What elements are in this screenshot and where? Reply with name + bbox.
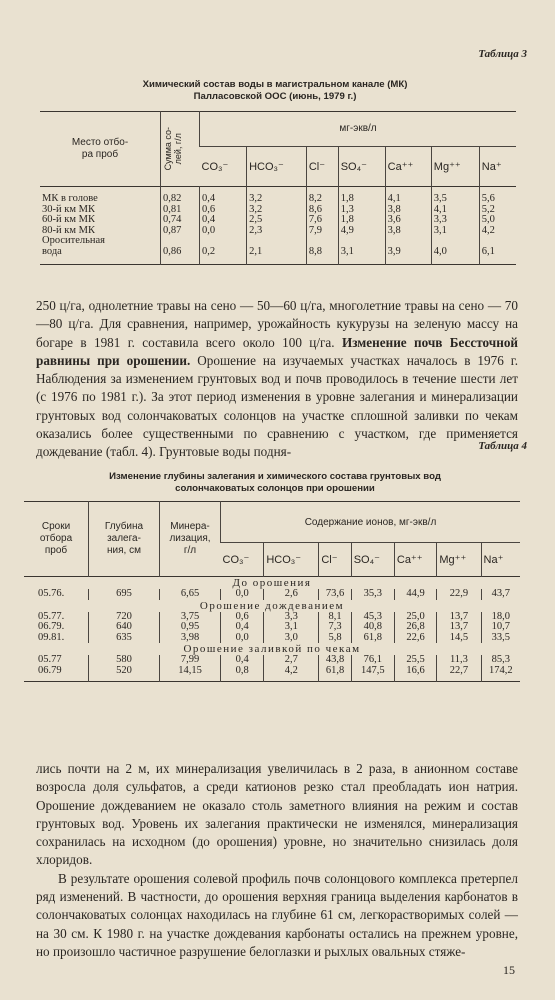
section-heading: Изменение почв Бессточной равнины при орошении. [36,334,519,368]
table4-cell: 13,7 [437,622,481,633]
table4-cell: 3,1 [264,622,319,633]
table4-cell: 13,7 [437,612,481,623]
table3 [40,111,516,265]
table4-section [24,577,520,590]
table4-ion-header: Ca⁺⁺ [394,543,436,577]
table3-label: Таблица 3 [478,48,527,60]
table3-cell: 5,6 [479,187,516,205]
table4-ion-header: Cl⁻ [319,543,351,577]
table4-cell: 2,6 [264,589,319,600]
table3-cell: 7,6 [306,215,338,226]
table4-section [24,600,520,612]
table4-cell: 2,7 [264,655,319,666]
table4-min: 14,15 [160,666,221,681]
table4-min: 3,75 [160,612,221,623]
table3-ion-header: CO₃⁻ [201,160,229,173]
table3-cell: 3,6 [385,215,431,226]
table3-sum: 0,87 [161,226,200,237]
table3-cell: 1,3 [338,205,385,216]
table3-cell: 4,9 [338,226,385,237]
table3-cell: 2,5 [247,215,307,226]
table-row [24,622,520,633]
table4-section-title: Орошение заливкой по чекам [183,643,361,656]
table4-depth: 580 [89,655,160,666]
table3-cell: 4,1 [385,187,431,205]
table4-cell: 174,2 [481,666,520,681]
table3-ion-header: SO₄⁻ [338,146,385,186]
table4-cell: 43,7 [481,589,520,600]
table4-cell: 16,6 [394,666,436,681]
table4-cell: 0,6 [221,612,264,623]
table3-cell: 0,6 [200,205,247,216]
table3-cell: 5,2 [479,205,516,216]
table4-min: 6,65 [160,589,221,600]
table3-cell: 4,1 [431,205,479,216]
table4-cell: 0,4 [221,655,264,666]
table4 [24,501,520,682]
table4-date: 09.81. [38,631,65,643]
table3-cell: 0,4 [200,187,247,205]
table3-cell: 3,1 [338,236,385,264]
table3-cell: 8,8 [306,236,338,264]
table3-col-unit: мг-экв/л [200,112,517,147]
table4-depth: 520 [89,666,160,681]
table4-section [24,643,520,655]
table4-cell: 3,3 [264,612,319,623]
table3-sum: 0,74 [161,215,200,226]
table4-date: 05.76. [38,588,65,599]
table4-cell: 73,6 [319,589,351,600]
table4-min: 0,95 [160,622,221,633]
table-row [24,655,520,666]
table4-cell: 0,0 [221,633,264,644]
table4-section-title: До орошения [232,577,312,589]
table4-ion-header: Mg⁺⁺ [437,543,481,577]
table4-cell: 7,3 [319,622,351,633]
table4-cell: 61,8 [351,633,394,644]
table4-cell: 147,5 [351,666,394,681]
table4-cell: 44,9 [394,589,436,600]
table3-cell: 3,1 [431,226,479,237]
table3-cell: 3,8 [385,226,431,237]
table3-ion-header: Cl⁻ [306,146,338,186]
table4-col-content: Содержание ионов, мг-экв/л [221,502,521,543]
table3-place: 60-й км МК [42,214,95,226]
table4-cell: 0,4 [221,622,264,633]
table4-cell: 8,1 [319,612,351,623]
table3-sum: 0,86 [161,236,200,264]
table4-cell: 10,7 [481,622,520,633]
table-row [40,187,516,205]
table3-ion-header: Na⁺ [479,146,516,186]
table3-ion-header: Mg⁺⁺ [431,146,479,186]
table4-cell: 22,9 [437,589,481,600]
table4-ion-header: CO₃⁻ [222,554,250,566]
table4-label: Таблица 4 [478,440,527,452]
paragraph-1: 250 ц/га, однолетние травы на сено — 50—60 ц/га, многолетние травы на сено — 70—80 ц/га. Для сравнения, например, урожайность кукурузы на зеленую массу на богаре в 1981 г. составила всего около 100 ц/га. Изменение почв Бессточной равнины при орошении. Орошение на изучаемых участках началось в 1976 г. Наблюдения за изменением грунтовых вод и почв проводилось в течение шести лет (с 1976 по 1981 г.). За этот период изменения в уровне залегания и минерализации грунтовых вод солончаковатых солонцов на участке сплошной заливки по чекам оказались более существенными по сравнению с участком, где применяется дождевание (табл. 4). Грунтовые воды подня- [36,298,519,460]
table3-cell: 8,6 [306,205,338,216]
table3-cell: 1,8 [338,187,385,205]
table4-cell: 26,8 [394,622,436,633]
table4-cell: 85,3 [481,655,520,666]
table4-depth: 695 [89,589,160,600]
table3-cell: 2,3 [247,226,307,237]
table4-cell: 25,5 [394,655,436,666]
table4-cell: 22,7 [437,666,481,681]
table3-place: 30-й км МК [42,203,95,215]
table4-min: 3,98 [160,633,221,644]
table3-cell: 1,8 [338,215,385,226]
table-row [24,589,520,600]
table-row [40,236,516,264]
table3-cell: 8,2 [306,187,338,205]
table4-title: Изменение глубины залегания и химического состава грунтовых вод солончаковатых солонцов при орошении [109,471,441,494]
table4-date: 06.79. [38,621,65,633]
table4-ion-header: SO₄⁻ [351,543,394,577]
table4-depth: 640 [89,622,160,633]
table3-cell: 4,2 [479,226,516,237]
table3-cell: 0,0 [200,226,247,237]
table3-ion-header: HCO₃⁻ [247,146,307,186]
table3-cell: 7,9 [306,226,338,237]
table3-ion-header: Ca⁺⁺ [385,146,431,186]
table3-cell: 0,2 [200,236,247,264]
table4-col-depth: Глубина залега- ния, см [89,502,160,577]
table4-col-min: Минера- лизация, г/л [160,502,221,577]
table4-section-title: Орошение дождеванием [199,599,345,612]
table3-cell: 2,1 [247,236,307,264]
table4-cell: 0,0 [221,589,264,600]
table4-cell: 3,0 [264,633,319,644]
table4-cell: 25,0 [394,612,436,623]
table4-date: 05.77. [38,610,65,622]
table4-date: 06.79 [38,664,62,676]
table4-cell: 5,8 [319,633,351,644]
table4-ion-header: Na⁺ [481,543,520,577]
table-row [24,666,520,681]
table3-place: 80-й км МК [42,224,95,236]
table3-place: МК в голове [42,193,98,204]
table4-cell: 22,6 [394,633,436,644]
page-number: 15 [503,963,515,977]
table3-sum: 0,81 [161,205,200,216]
table3-cell: 3,2 [247,205,307,216]
table3-cell: 3,2 [247,187,307,205]
table4-col-date: Сроки отбора проб [39,521,73,556]
table-row [24,612,520,623]
table4-cell: 11,3 [437,655,481,666]
table-row [40,226,516,237]
table3-place: Оросительная вода [42,235,106,257]
table3-cell: 3,8 [385,205,431,216]
table4-cell: 18,0 [481,612,520,623]
table3-col-place: Место отбо- ра проб [71,137,129,160]
table4-ion-header: HCO₃⁻ [264,543,319,577]
table4-cell: 14,5 [437,633,481,644]
table3-cell: 6,1 [479,236,516,264]
table4-cell: 43,8 [319,655,351,666]
table4-cell: 40,8 [351,622,394,633]
table3-cell: 4,0 [431,236,479,264]
table4-min: 7,99 [160,655,221,666]
table4-cell: 35,3 [351,589,394,600]
paragraph-2: лись почти на 2 м, их минерализация увеличилась в 2 раза, в анионном составе возросла доля сульфатов, а среди катионов резко стал преобладать ион натрия. Орошение дождеванием не оказало столь заметного влияния на режим и состав грунтовых вод. Уровень их залегания практически не изменялся, минерализация сохранилась на исходном (до орошения) уровне, но значительно снизилась доля хлоридов. В результате орошения солевой профиль почв солонцового комплекса претерпел ряд изменений. В частности, до орошения верхняя граница выделения карбонатов в солончаковатых солонцах находилась на глубине 61 см, легкорастворимых солей — на 30 см. К 1980 г. на участке дождевания карбонаты остались на прежнем уровне, но произошло частичное разрушение белоглазки и рыхлых овальных стяже- [36,760,518,961]
table4-depth: 635 [89,633,160,644]
table3-cell: 5,0 [479,215,516,226]
table4-cell: 33,5 [481,633,520,644]
table4-cell: 76,1 [351,655,394,666]
paragraph-3: В результате орошения солевой профиль почв солонцового комплекса претерпел ряд изменений. В частности, до орошения верхняя граница выделения карбонатов в солончаковатых солонцах находилась на глубине 61 см, легкорастворимых солей — на 30 см. К 1980 г. на участке дождевания карбонаты остались на прежнем уровне, но произошло частичное разрушение белоглазки и рыхлых овальных стяже- [36,870,518,959]
table4-date: 05.77 [38,654,62,666]
table4-cell: 4,2 [264,666,319,681]
table3-cell: 3,9 [385,236,431,264]
table3-cell: 3,5 [431,187,479,205]
table4-cell: 61,8 [319,666,351,681]
table3-title: Химический состав воды в магистральном канале (МК) Палласовской ООС (июнь, 1979 г.) [142,79,408,102]
table3-col-sum: Сумма со- лей, г/л [163,127,183,171]
table-row [24,633,520,644]
table4-cell: 45,3 [351,612,394,623]
table4-depth: 720 [89,612,160,623]
table3-cell: 3,3 [431,215,479,226]
table4-cell: 0,8 [221,666,264,681]
table3-cell: 0,4 [200,215,247,226]
table3-sum: 0,82 [161,187,200,205]
